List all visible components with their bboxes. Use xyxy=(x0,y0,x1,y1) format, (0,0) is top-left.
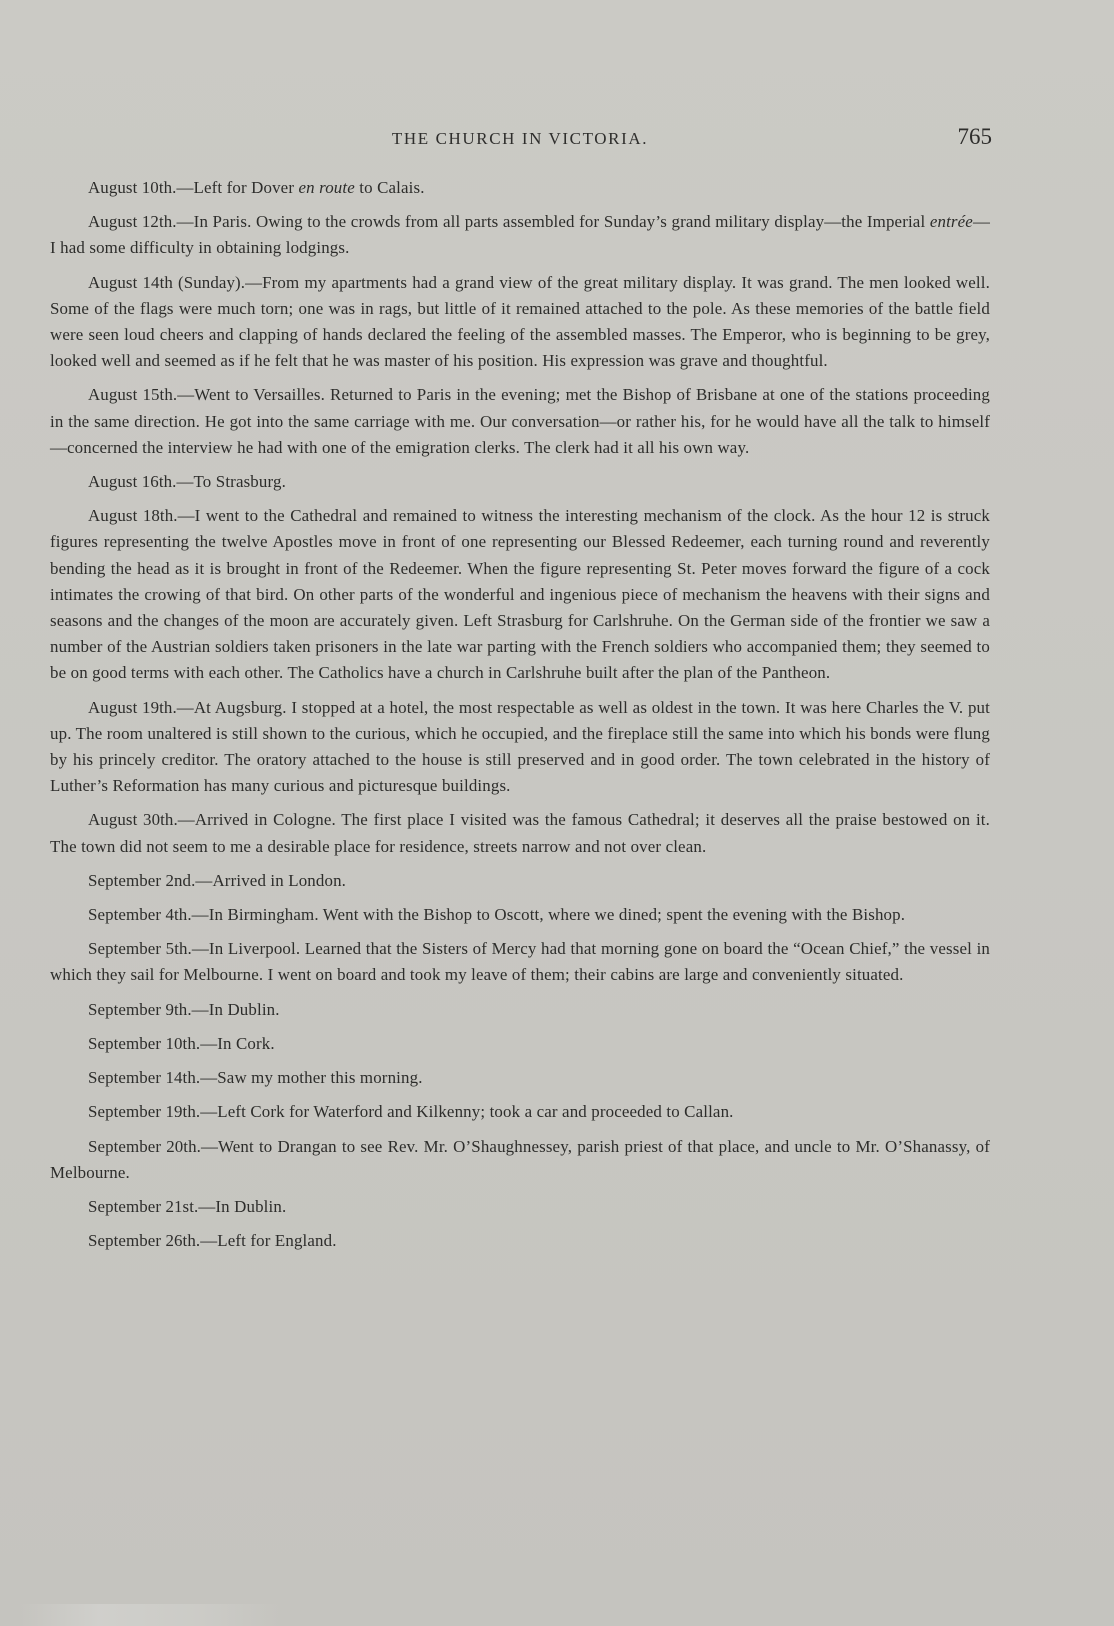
entry-text: —At Augsburg. I stopped at a hotel, the most respectable as well as oldest in the town. It was here Charles the V. put up. The room unaltered is still shown to the curious, which he occupied, and the fireplace still the same into which his bonds were flung by his princely creditor. The oratory attached to the house is still preserved and in good order. The town celebrated in the history of Luther’s Reformation has many curious and picturesque buildings. xyxy=(50,697,990,796)
diary-entry-sep-10 xyxy=(50,1031,990,1057)
entry-text: —Went to Drangan to see Rev. Mr. O’Shaughnessey, parish priest of that place, and uncle to Mr. O’Shanassy, of Melbourne. xyxy=(50,1136,990,1182)
entry-date: September 5th. xyxy=(88,939,192,959)
entry-date: August 18th. xyxy=(88,506,178,526)
diary-entry-aug-12 xyxy=(50,209,990,261)
entry-date: September 20th. xyxy=(88,1136,201,1156)
entry-date: September 2nd. xyxy=(88,870,196,890)
entry-text: —I went to the Cathedral and remained to witness the interesting mechanism of the clock. As the hour 12 is struck figures representing the twelve Apostles move in front of one representing our Blessed Redeemer, each turning round and reverently bending the head as it is brought in front of the Redeemer. When the figure representing St. Peter moves forward the figure of a cock intimates the crowing of that bird. On other parts of the wonderful and ingenious piece of mechanism the heavens with their signs and seasons and the changes of the moon are accurately given. Left Strasburg for Carlshruhe. On the German side of the frontier we saw a number of the Austrian soldiers taken prisoners in the late war parting with the French soldiers who accompanied them; they seemed to be on good terms with each other. The Catholics have a church in Carlshruhe built after the plan of the Pantheon. xyxy=(50,506,990,683)
entry-text: —I had some difficulty in obtaining lodgings. xyxy=(50,212,990,258)
diary-entry-sep-4 xyxy=(50,902,990,928)
entry-text: —In Dublin. xyxy=(191,999,280,1019)
entry-text: —In Cork. xyxy=(200,1033,275,1053)
entry-date: September 4th. xyxy=(88,905,192,925)
diary-entry-aug-14 xyxy=(50,270,990,375)
entry-text: —In Dublin. xyxy=(198,1196,287,1216)
page-number: 765 xyxy=(957,124,992,149)
diary-entry-aug-18 xyxy=(50,503,990,686)
entry-text: —Arrived in Cologne. The first place I visited was the famous Cathedral; it deserves all the praise bestowed on it. The town did not seem to me a desirable place for residence, streets narrow and not over clean. xyxy=(50,810,990,856)
entry-date: September 10th. xyxy=(88,1033,201,1053)
entry-text: —Left for Dover xyxy=(176,178,299,197)
entry-text: —To Strasburg. xyxy=(176,472,286,492)
entry-text-italic: entrée xyxy=(929,212,973,232)
entry-date: August 14th (Sunday). xyxy=(88,272,246,292)
diary-entry-aug-16 xyxy=(50,469,990,495)
diary-entry-sep-21 xyxy=(50,1194,990,1220)
entry-text: —In Birmingham. Went with the Bishop to Oscott, where we dined; spent the evening with the Bishop. xyxy=(191,905,906,925)
entry-date: August 19th. xyxy=(88,697,177,717)
entry-date: September 14th. xyxy=(88,1068,201,1088)
entry-date: August 10th. xyxy=(88,178,177,197)
entry-text: —Left for England. xyxy=(200,1231,337,1251)
running-title: THE CHURCH IN VICTORIA. xyxy=(391,129,649,148)
entry-date: September 21st. xyxy=(88,1196,199,1216)
diary-entry-aug-30 xyxy=(50,807,990,859)
entry-text: —Left Cork for Waterford and Kilkenny; took a car and proceeded to Callan. xyxy=(200,1102,734,1122)
entry-text: —Saw my mother this morning. xyxy=(200,1068,423,1088)
entry-text: —In Paris. Owing to the crowds from all parts assembled for Sunday’s grand military display—the Imperial xyxy=(176,212,930,232)
diary-entry-sep-5 xyxy=(50,936,990,988)
diary-entry-aug-10 xyxy=(50,175,990,201)
entry-date: September 9th. xyxy=(88,999,192,1019)
running-head xyxy=(50,124,992,157)
entry-date: August 15th. xyxy=(88,385,178,405)
diary-entry-sep-2 xyxy=(50,868,990,894)
diary-entry-aug-19 xyxy=(50,695,990,800)
diary-entry-sep-19 xyxy=(50,1099,990,1125)
entry-date: August 16th. xyxy=(88,472,177,492)
entry-text: —From my apartments had a grand view of the great military display. It was grand. The men looked well. Some of the flags were much torn; one was in rags, but little of it remained attached to the pole. As these memories of the battle field were seen loud cheers and clapping of hands declared the feeling of the assembled masses. The Emperor, who is beginning to be grey, looked well and seemed as if he felt that he was master of his position. His expression was grave and thoughtful. xyxy=(50,272,990,371)
diary-entry-sep-20 xyxy=(50,1134,990,1186)
entry-text: —Went to Versailles. Returned to Paris in the evening; met the Bishop of Brisbane at one of the stations proceeding in the same direction. He got into the same carriage with me. Our conversation—or rather his, for he would have all the talk to himself—concerned the interview he had with one of the emigration clerks. The clerk had it all his own way. xyxy=(50,385,990,457)
entry-text: —In Liverpool. Learned that the Sisters of Mercy had that morning gone on board the “Ocean Chief,” the vessel in which they sail for Melbourne. I went on board and took my leave of them; their cabins are large and conveniently situated. xyxy=(50,939,991,985)
entry-date: September 26th. xyxy=(88,1231,201,1251)
entry-text-italic: en route xyxy=(298,178,355,197)
entry-text: to Calais. xyxy=(354,178,425,197)
diary-text xyxy=(50,175,990,1262)
diary-entry-sep-26 xyxy=(50,1228,990,1254)
entry-date: August 12th. xyxy=(88,212,177,232)
entry-date: September 19th. xyxy=(88,1102,201,1122)
paper-smudge xyxy=(20,1604,280,1626)
entry-date: August 30th. xyxy=(88,810,178,830)
entry-text: —Arrived in London. xyxy=(195,870,347,890)
diary-entry-sep-9 xyxy=(50,997,990,1023)
diary-entry-aug-15 xyxy=(50,382,990,461)
diary-entry-sep-14 xyxy=(50,1065,990,1091)
